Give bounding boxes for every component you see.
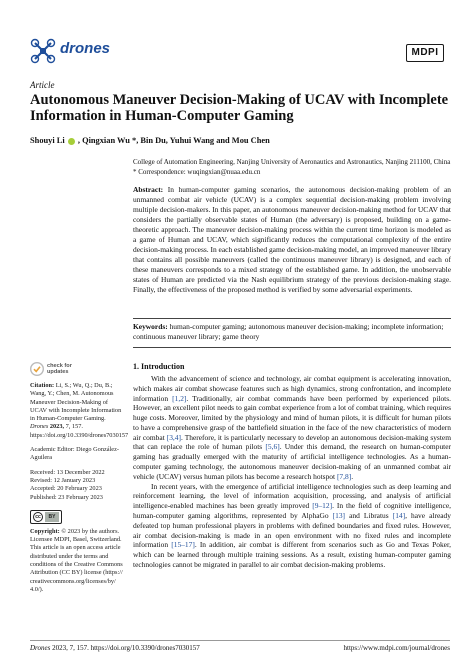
paragraph xyxy=(133,482,451,570)
journal-name[interactable]: drones xyxy=(60,40,111,57)
divider xyxy=(133,347,451,348)
text-run: . In addition, air combat is different from scenarios such as Go and Texas Poker, which can be learned through multiple training sessions. As a result, existing human-computer gaming technologies cannot be migrated in parallel to air combat decision-making problems. xyxy=(133,540,451,569)
text-run: . Traditionally, air combat commands have been performed by experienced pilots. However, an excellent pilot needs to gain combat experience from a lot of combat training, which requires huge costs. Moreover, limited by the physiology and mind of human pilots, it is difficult for human pilots to have a comprehensive grasp of the battlefield situation in the face of the new characteristics of modern air combat xyxy=(133,393,451,442)
copyright-label: Copyright: xyxy=(30,527,60,535)
reference-link[interactable]: [5,6] xyxy=(265,442,280,452)
text-run: , have already defeated top human professional players in problems with defined boundaries and fixed rules. However, air combat decision-making is made in an open environment with no fixed rules and incomplete information xyxy=(133,510,451,550)
text-run: . Therefore, it is particularly necessary to develop an autonomous decision-making system that can replace the role of human pilots xyxy=(133,432,451,452)
text-run: In recent years, with the emergence of artificial intelligence technologies such as deep learning and reinforcement learning, the level of information acquisition, processing, and analysis of artificial intelligence-enabled machines has been greatly improved xyxy=(133,481,451,511)
article-type: Article xyxy=(30,80,55,90)
affiliation-line: College of Automation Engineering, Nanjing University of Aeronautics and Astronautics, Nanjing 211100, China xyxy=(133,158,451,166)
citation-text: Li, S.; Wu, Q.; Du, B.; Wang, Y.; Chen, M. Autonomous Maneuver Decision-Making of UCAV with Incomplete Information in Human-Computer Gaming. xyxy=(30,382,122,423)
by-icon: BY xyxy=(45,512,59,522)
cc-license-badge[interactable] xyxy=(30,510,62,524)
correspondence[interactable]: * Correspondence: wuqingxian@nuaa.edu.cn xyxy=(133,167,261,176)
text-run: With the advancement of science and technology, air combat equipment is accelerating innovation, which makes air combat showcase features such as high dynamics, strong confrontation, and incomplete information xyxy=(133,374,451,403)
keywords xyxy=(133,322,451,342)
reference-link[interactable]: [3,4] xyxy=(166,432,181,442)
check-updates-icon xyxy=(30,362,44,376)
revised-date: Revised: 12 January 2023 xyxy=(30,476,96,484)
author-names-rest[interactable]: Qingxian Wu *, Bin Du, Yuhui Wang and Mou Chen xyxy=(82,136,270,145)
keywords-text: human-computer gaming; autonomous maneuver decision-making; incomplete information; continuous maneuver library; game theory xyxy=(133,322,444,341)
mdpi-logo[interactable]: MDPI xyxy=(406,44,444,62)
journal-url[interactable]: https://www.mdpi.com/journal/drones xyxy=(343,644,450,652)
published-date: Published: 23 February 2023 xyxy=(30,493,103,501)
reference-link[interactable]: [1,2] xyxy=(172,393,187,403)
text-run: . In the field of cognitive intelligence, human-computer gaming algorithms, represented by AlphaGo xyxy=(133,501,451,520)
section-heading: 1. Introduction xyxy=(133,362,185,371)
cc-icon: cc xyxy=(33,512,43,522)
citation-label: Citation: xyxy=(30,382,55,389)
article-info-sidebar xyxy=(30,362,129,594)
reference-link[interactable]: [9–12] xyxy=(312,501,333,511)
affiliation xyxy=(133,158,453,177)
check-for-updates-button[interactable] xyxy=(30,362,124,376)
accepted-date: Accepted: 20 February 2023 xyxy=(30,485,102,493)
updates-label: updates xyxy=(47,369,69,375)
keywords-label: Keywords: xyxy=(133,322,168,331)
copyright xyxy=(30,528,124,594)
text-run: . Under this demand, the research on human-computer gaming has gradually emerged with the maturity of artificial intelligence technologies. As a human-computer gaming technology, the autonomous maneuver decision-making of an unmanned combat air vehicle (UCAV) versus human pilots has become a research hotspot xyxy=(133,442,452,481)
footer-doi[interactable]: 2023, 7, 157. https://doi.org/10.3390/drones7030157 xyxy=(50,644,200,652)
divider xyxy=(133,318,451,319)
paragraph xyxy=(133,374,451,482)
citation-doi[interactable]: 7, 157. https://doi.org/10.3390/drones7030157 xyxy=(30,423,129,439)
abstract-text: In human-computer gaming scenarios, the autonomous decision-making problem of an unmanned combat air vehicle (UCAV) is a complex sequential decision-making problem involving multiple decision-makers. In this paper, an autonomous maneuver decision-making method for UCAV that considers the partially observable states of Human (the adversary) is proposed, building on a game-theoretic approach. The maneuver decision-making process within the current time horizon is modeled as a game of Human and UCAV, which significantly reduces the computational complexity of the entire decision-making process. In each established game decision-making model, an improved maneuver library that contains all possible maneuvers (called the continuous maneuver library) is designed, and each of these maneuvers corresponds to a mixed strategy of the established game. In addition, the unobservable states of Human are predicted via the Nash equilibrium strategy of the previous decision-making stage. Finally, the effectiveness of the proposed method is verified by some adversarial experiments. xyxy=(133,185,451,294)
page-title: Autonomous Maneuver Decision-Making of UCAV with Incomplete Information in Human-Computer Gaming xyxy=(30,92,449,124)
reference-link[interactable]: [15–17] xyxy=(171,540,195,550)
abstract xyxy=(133,185,451,295)
footer-journal: Drones xyxy=(30,644,51,652)
author-list xyxy=(30,136,450,145)
copyright-text: © 2023 by the authors. Licensee MDPI, Basel, Switzerland. This article is an open access article distributed under the terms and conditions of the Creative Commons Attribution (CC BY) license (https:// creativecommons.org/licenses/by/ 4.0/). xyxy=(30,527,123,593)
footer-divider xyxy=(30,640,450,641)
citation xyxy=(30,382,129,440)
reference-link[interactable]: [13] xyxy=(332,510,346,520)
author-name[interactable]: Shouyi Li xyxy=(30,136,65,145)
reference-link[interactable]: [14] xyxy=(392,510,406,520)
check-label: check for xyxy=(47,363,72,369)
text-run: . xyxy=(351,471,354,481)
academic-editor: Academic Editor: Diego González-Aguilera xyxy=(30,446,119,462)
reference-link[interactable]: [7,8] xyxy=(336,471,352,481)
footer-citation xyxy=(30,644,200,652)
orcid-icon[interactable] xyxy=(68,138,75,145)
citation-year: 2023, xyxy=(48,423,66,431)
citation-journal: Drones xyxy=(30,423,49,431)
received-date: Received: 13 December 2022 xyxy=(30,468,105,476)
text-run: and Libratus xyxy=(345,510,393,520)
drone-icon xyxy=(30,38,56,64)
abstract-label: Abstract: xyxy=(133,185,164,194)
author-separator: , xyxy=(75,136,83,145)
introduction-body xyxy=(133,374,451,570)
